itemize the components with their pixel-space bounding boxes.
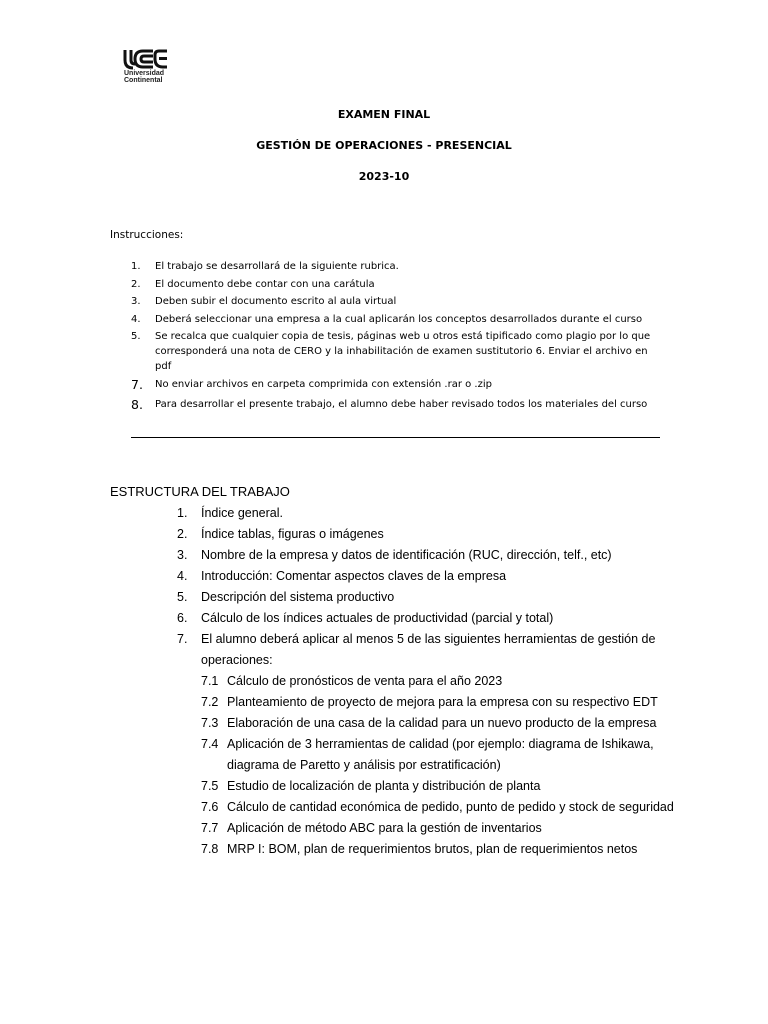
- structure-subitem: [201, 776, 677, 797]
- instructions-list: [131, 258, 661, 413]
- instruction-text: Deberá seleccionar una empresa a la cual aplicarán los conceptos desarrollados durante el curso: [155, 313, 643, 325]
- logo-text: [124, 70, 164, 84]
- structure-number: 1.: [177, 506, 188, 520]
- subitem-number: 7.3: [201, 716, 219, 730]
- structure-text: El alumno deberá aplicar al menos 5 de las siguientes herramientas de gestión de operaciones:: [201, 632, 656, 667]
- instruction-text: Se recalca que cualquier copia de tesis, páginas web u otros está tipificado como plagio por lo que corresponderá una nota de CERO y la inhabilitación de examen sustitutorio 6. Enviar el archivo en pdf: [155, 331, 651, 372]
- structure-item: [177, 545, 677, 566]
- structure-list: [177, 503, 677, 860]
- structure-text: Introducción: Comentar aspectos claves de la empresa: [201, 569, 507, 583]
- instruction-number: 8.: [131, 396, 143, 412]
- logo-line2: Continental: [124, 77, 163, 84]
- structure-text: Índice general.: [201, 506, 284, 520]
- instruction-item: [131, 293, 661, 311]
- course-title: GESTIÓN DE OPERACIONES - PRESENCIAL: [256, 139, 512, 152]
- instruction-text: Para desarrollar el presente trabajo, el alumno debe haber revisado todos los materiales del curso: [155, 398, 648, 410]
- subitem-number: 7.8: [201, 842, 219, 856]
- structure-item: [177, 503, 677, 524]
- period-label: 2023-10: [358, 170, 410, 183]
- structure-item: [177, 608, 677, 629]
- structure-heading: ESTRUCTURA DEL TRABAJO: [110, 484, 290, 499]
- instruction-number: 4.: [131, 313, 141, 325]
- subitem-number: 7.1: [201, 674, 219, 688]
- instruction-item: [131, 396, 661, 414]
- structure-text: Descripción del sistema productivo: [201, 590, 395, 604]
- structure-subitem: [201, 713, 677, 734]
- subitem-number: 7.7: [201, 821, 219, 835]
- structure-item: [177, 566, 677, 587]
- structure-item: [177, 587, 677, 608]
- subitem-text: Aplicación de 3 herramientas de calidad (por ejemplo: diagrama de Ishikawa, diagrama de Paretto y análisis por estratificación): [227, 737, 654, 772]
- subitem-text: MRP I: BOM, plan de requerimientos brutos, plan de requerimientos netos: [227, 842, 638, 856]
- structure-subitem: [201, 671, 677, 692]
- structure-number: 5.: [177, 590, 188, 604]
- structure-subitem: [201, 797, 677, 818]
- subitem-text: Planteamiento de proyecto de mejora para la empresa con su respectivo EDT: [227, 695, 658, 709]
- instruction-item: [131, 376, 661, 394]
- subitem-number: 7.2: [201, 695, 219, 709]
- instruction-item: [131, 328, 661, 374]
- instruction-number: 5.: [131, 331, 141, 342]
- subitem-text: Estudio de localización de planta y distribución de planta: [227, 779, 541, 793]
- subitem-number: 7.4: [201, 737, 219, 751]
- subitem-number: 7.6: [201, 800, 219, 814]
- instruction-text: El trabajo se desarrollará de la siguiente rubrica.: [155, 261, 399, 272]
- divider-line: [131, 437, 660, 438]
- structure-subitem: [201, 818, 677, 839]
- subitem-text: Cálculo de cantidad económica de pedido, punto de pedido y stock de seguridad: [227, 800, 674, 814]
- logo-line1: Universidad: [124, 70, 165, 77]
- structure-number: 6.: [177, 611, 188, 625]
- instruction-text: Deben subir el documento escrito al aula virtual: [155, 296, 397, 307]
- instruction-number: 7.: [131, 377, 143, 392]
- subitem-text: Elaboración de una casa de la calidad para un nuevo producto de la empresa: [227, 716, 657, 730]
- instruction-item: [131, 311, 661, 329]
- structure-text: Cálculo de los índices actuales de productividad (parcial y total): [201, 611, 554, 625]
- instruction-item: [131, 276, 661, 294]
- structure-number: 4.: [177, 569, 188, 583]
- instruction-text: No enviar archivos en carpeta comprimida con extensión .rar o .zip: [155, 379, 492, 390]
- structure-item: [177, 524, 677, 545]
- subitem-text: Aplicación de método ABC para la gestión de inventarios: [227, 821, 542, 835]
- instructions-heading: Instrucciones:: [110, 229, 184, 241]
- structure-number: 2.: [177, 527, 188, 541]
- structure-number: 3.: [177, 548, 188, 562]
- instruction-item: [131, 258, 661, 276]
- structure-item: [177, 629, 677, 671]
- subitem-text: Cálculo de pronósticos de venta para el año 2023: [227, 674, 503, 688]
- structure-text: Nombre de la empresa y datos de identificación (RUC, dirección, telf., etc): [201, 548, 612, 562]
- structure-number: 7.: [177, 632, 188, 646]
- subitem-number: 7.5: [201, 779, 219, 793]
- structure-subitem: [201, 692, 677, 713]
- structure-subitem: [201, 839, 677, 860]
- instruction-number: 3.: [131, 296, 141, 307]
- instruction-number: 1.: [131, 261, 141, 272]
- structure-text: Índice tablas, figuras o imágenes: [201, 527, 384, 541]
- structure-subitem: [201, 734, 677, 776]
- instruction-number: 2.: [131, 278, 141, 290]
- instruction-text: El documento debe contar con una carátula: [155, 278, 375, 290]
- exam-title: EXAMEN FINAL: [337, 108, 431, 121]
